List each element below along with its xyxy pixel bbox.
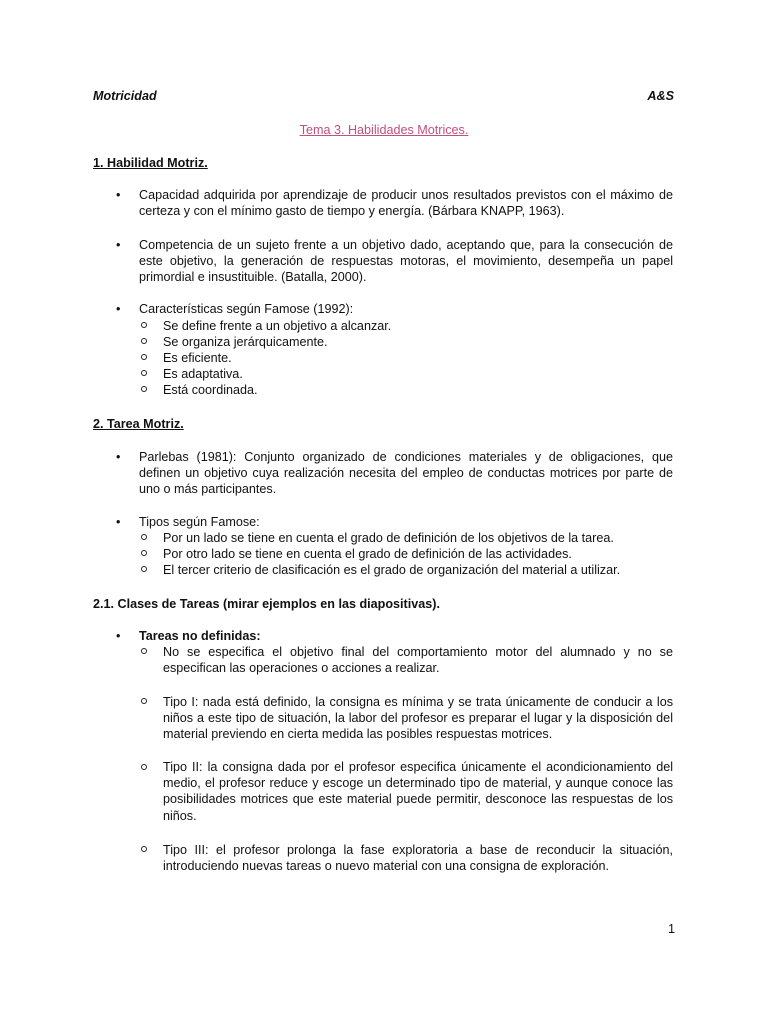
header-right: A&S <box>647 89 674 103</box>
list-item: Es eficiente. <box>163 351 232 365</box>
circle-bullet-icon <box>141 764 147 770</box>
list-item: Se define frente a un objetivo a alcanzar. <box>163 319 392 333</box>
circle-bullet-icon <box>141 370 147 376</box>
list-item: Por otro lado se tiene en cuenta el grado de definición de las actividades. <box>163 547 572 561</box>
bullet-icon: • <box>116 238 121 252</box>
circle-bullet-icon <box>141 338 147 344</box>
bullet-icon: • <box>116 515 121 529</box>
paragraph: Características según Famose (1992): <box>139 302 354 316</box>
bullet-icon: • <box>116 302 121 316</box>
list-item: El tercer criterio de clasificación es el grado de organización del material a utilizar. <box>163 563 621 577</box>
bullet-icon: • <box>116 450 121 464</box>
circle-bullet-icon <box>141 550 147 556</box>
list-item: No se especifica el objetivo final del comportamiento motor del alumnado y no se especifican las operaciones o acciones a realizar. <box>163 645 673 676</box>
paragraph: Capacidad adquirida por aprendizaje de producir unos resultados previstos con el máximo de certeza y con el mínimo gasto de tiempo y energía. (Bárbara KNAPP, 1963). <box>139 188 673 219</box>
header-left: Motricidad <box>93 89 157 103</box>
bullet-heading: Tareas no definidas: <box>139 629 261 643</box>
circle-bullet-icon <box>141 354 147 360</box>
circle-bullet-icon <box>141 698 147 704</box>
paragraph: Parlebas (1981): Conjunto organizado de condiciones materiales y de obligaciones, que definen un objetivo cuya realización necesita del empleo de conductas motrices por parte de uno o más participantes. <box>139 450 673 497</box>
paragraph: Tipos según Famose: <box>139 515 260 529</box>
list-item: Es adaptativa. <box>163 367 243 381</box>
page-number: 1 <box>668 922 676 936</box>
list-item: Tipo I: nada está definido, la consigna es mínima y se trata únicamente de conducir a los niños a este tipo de situación, la labor del profesor es preparar el lugar y la disposición del material previendo en cierta medida las posibles respuestas motrices. <box>163 695 673 742</box>
section-1-heading: 1. Habilidad Motriz. <box>93 156 208 170</box>
page-header <box>93 88 674 104</box>
bullet-icon: • <box>116 629 121 643</box>
list-item: Tipo III: el profesor prolonga la fase exploratoria a base de reconducir la situación, introduciendo nuevas tareas o nuevo material con una consigna de exploración. <box>163 843 673 874</box>
circle-bullet-icon <box>141 322 147 328</box>
circle-bullet-icon <box>141 846 147 852</box>
document-title: Tema 3. Habilidades Motrices. <box>299 123 469 137</box>
list-item: Se organiza jerárquicamente. <box>163 335 328 349</box>
bullet-icon: • <box>116 188 121 202</box>
list-item: Tipo II: la consigna dada por el profesor especifica únicamente el acondicionamiento del medio, el profesor reduce y escoge un determinado tipo de material, y aunque conoce las posibilidades motrices que este material puede permitir, desconoce las respuestas de los niños. <box>163 760 673 823</box>
circle-bullet-icon <box>141 648 147 654</box>
paragraph: Competencia de un sujeto frente a un objetivo dado, aceptando que, para la consecución de este objetivo, la generación de respuestas motoras, el movimiento, desempeña un papel primordial e insustituible. (Batalla, 2000). <box>139 238 673 285</box>
circle-bullet-icon <box>141 566 147 572</box>
list-item: Está coordinada. <box>163 383 258 397</box>
circle-bullet-icon <box>141 386 147 392</box>
section-2-1-heading: 2.1. Clases de Tareas (mirar ejemplos en las diapositivas). <box>93 597 440 611</box>
circle-bullet-icon <box>141 534 147 540</box>
list-item: Por un lado se tiene en cuenta el grado de definición de los objetivos de la tarea. <box>163 531 614 545</box>
section-2-heading: 2. Tarea Motriz. <box>93 417 184 431</box>
